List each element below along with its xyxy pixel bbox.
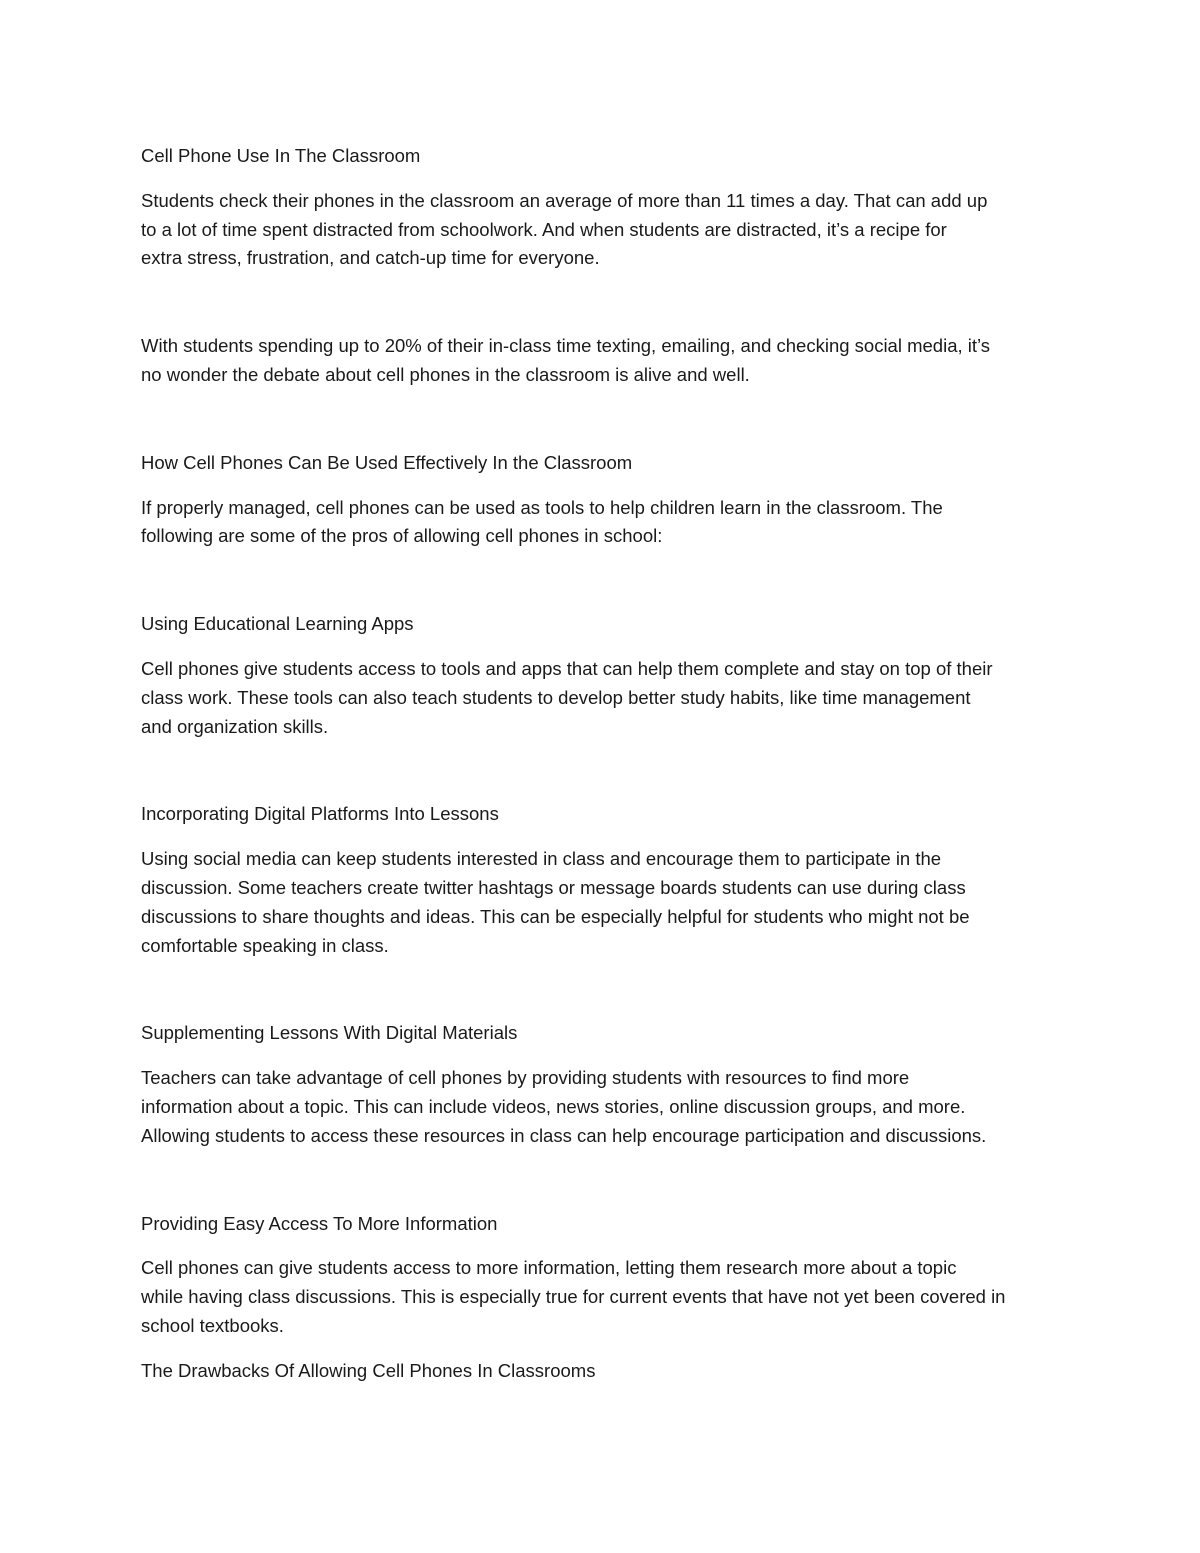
paragraph-line: and organization skills. <box>141 715 329 737</box>
section-heading: Supplementing Lessons With Digital Materials <box>141 1022 518 1044</box>
spacer <box>141 960 1066 1019</box>
paragraph-line: class work. These tools can also teach students to develop better study habits, like time management <box>141 686 971 708</box>
paragraph <box>141 1064 1066 1150</box>
paragraph-line: following are some of the pros of allowing cell phones in school: <box>141 525 663 547</box>
spacer <box>141 1341 1066 1357</box>
spacer <box>141 1151 1066 1210</box>
paragraph <box>141 494 1066 552</box>
paragraph-line: Students check their phones in the classroom an average of more than 11 times a day. That can add up <box>141 189 988 211</box>
paragraph-line: discussion. Some teachers create twitter hashtags or message boards students can use during class <box>141 876 966 898</box>
paragraph <box>141 332 1066 390</box>
paragraph-line: comfortable speaking in class. <box>141 934 389 956</box>
paragraph-line: If properly managed, cell phones can be used as tools to help children learn in the classroom. The <box>141 496 943 518</box>
paragraph <box>141 187 1066 273</box>
paragraph-line: extra stress, frustration, and catch-up time for everyone. <box>141 247 600 269</box>
paragraph-line: while having class discussions. This is especially true for current events that have not yet been covered in <box>141 1286 1006 1308</box>
section-heading: How Cell Phones Can Be Used Effectively In the Classroom <box>141 451 633 473</box>
paragraph <box>141 1254 1066 1340</box>
spacer <box>141 741 1066 800</box>
section-heading: The Drawbacks Of Allowing Cell Phones In Classrooms <box>141 1359 596 1381</box>
spacer <box>141 551 1066 610</box>
paragraph-line: discussions to share thoughts and ideas. This can be especially helpful for students who might not be <box>141 905 970 927</box>
section-heading: Cell Phone Use In The Classroom <box>141 145 421 166</box>
paragraph <box>141 655 1066 741</box>
paragraph <box>141 845 1066 960</box>
paragraph-line: Cell phones can give students access to more information, letting them research more about a topic <box>141 1257 957 1279</box>
paragraph-line: no wonder the debate about cell phones in the classroom is alive and well. <box>141 363 750 385</box>
paragraph-line: With students spending up to 20% of their in-class time texting, emailing, and checking social media, it’s <box>141 335 991 357</box>
paragraph-line: information about a topic. This can include videos, news stories, online discussion groups, and more. <box>141 1095 966 1117</box>
section-heading: Incorporating Digital Platforms Into Lessons <box>141 803 499 825</box>
paragraph-line: Allowing students to access these resources in class can help encourage participation and discussions. <box>141 1124 987 1146</box>
paragraph-line: to a lot of time spent distracted from schoolwork. And when students are distracted, it’s a recipe for <box>141 218 947 240</box>
paragraph-line: Teachers can take advantage of cell phones by providing students with resources to find more <box>141 1067 910 1089</box>
document-body <box>141 142 1066 1402</box>
section-heading: Providing Easy Access To More Information <box>141 1212 498 1234</box>
section-heading: Using Educational Learning Apps <box>141 613 414 635</box>
paragraph-line: Using social media can keep students interested in class and encourage them to participate in the <box>141 848 942 870</box>
spacer <box>141 273 1066 332</box>
spacer <box>141 390 1066 449</box>
paragraph-line: Cell phones give students access to tools and apps that can help them complete and stay on top of their <box>141 657 993 679</box>
paragraph-line: school textbooks. <box>141 1314 284 1336</box>
